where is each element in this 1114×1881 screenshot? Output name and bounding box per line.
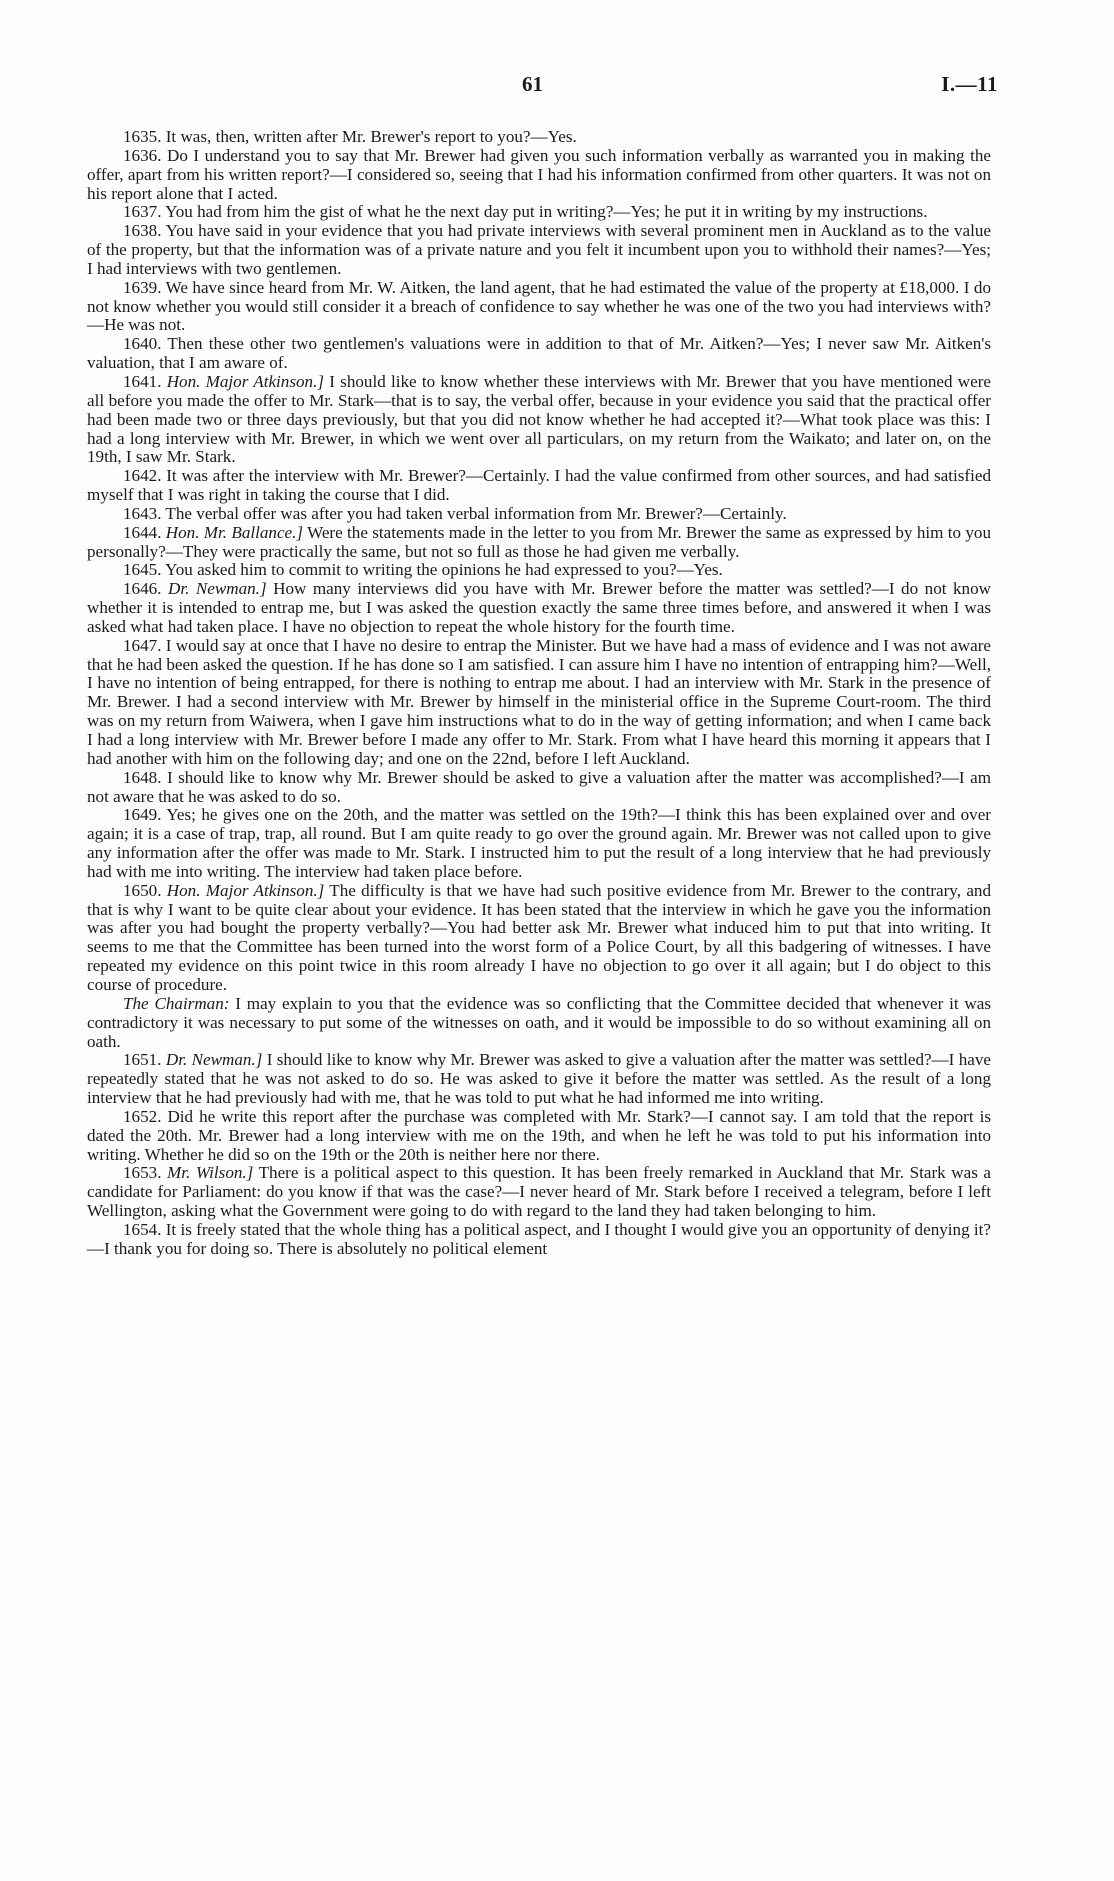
document-reference: I.—11 xyxy=(941,72,998,96)
paragraph-1652: 1652. Did he write this report after the purchase was completed with Mr. Stark?—I cannot say. I am told that the report is dated the 20th. Mr. Brewer had a long interview with me on the 19th, and when he left he was told to put his information into writing. Whether he did so on the 19th or the 20th is neither here nor there. xyxy=(87,1106,991,1164)
paragraph-text: Were the statements made in the letter to you from Mr. Brewer the same as expressed by him to you personally?—They were practically the same, but not so full as those he had given me verbally. xyxy=(87,522,991,561)
paragraph-1641 xyxy=(87,373,991,467)
paragraph-1638: 1638. You have said in your evidence that you had private interviews with several prominent men in Auckland as to the value of the property, but that the information was of a private nature and you felt it incumbent upon you to withhold their names?—Yes; I had interviews with two gentlemen. xyxy=(87,221,991,278)
paragraph-1636: 1636. Do I understand you to say that Mr. Brewer had given you such information verbally as warranted you in making the offer, apart from his written report?—I considered so, seeing that I had his information confirmed from other quarters. It was not on his report alone that I acted. xyxy=(87,145,991,203)
speaker-name: Hon. Mr. Ballance.] xyxy=(165,522,304,542)
paragraph-1639: 1639. We have since heard from Mr. W. Aitken, the land agent, that he had estimated the value of the property at £18,000. I do not know whether you would still consider it a breach of confidence to say whether he was one of the two you had interviews with?—He was not. xyxy=(87,277,991,335)
question-number: 1651. xyxy=(123,1050,166,1070)
paragraph-text: The difficulty is that we have had such positive evidence from Mr. Brewer to the contrary, and that is why I want to be quite clear about your evidence. It has been stated that the interview in which he gave you the information was after you had bought the property verbally?—You had better ask Mr. Brewer what induced him to put that into writing. It seems to me that the Committee has been turned into the worst form of a Police Court, by all this badgering of witnesses. I have repeated my evidence on this point twice in this room already I have no objection to go over it all again; but I do object to this course of procedure. xyxy=(87,880,992,994)
question-number: 1644. xyxy=(123,522,166,542)
paragraph-text: How many interviews did you have with Mr. Brewer before the matter was settled?—I do not know whether it is intended to entrap me, but I was asked the question exactly the same three times before, and answered it when I was asked what had taken place. I have no objection to repeat the whole history for the fourth time. xyxy=(87,579,991,636)
paragraph-1650 xyxy=(87,882,991,995)
page-number: 61 xyxy=(522,72,543,96)
paragraph-1647: 1647. I would say at once that I have no desire to entrap the Minister. But we have had a mass of evidence and I was not aware that he had been asked the question. If he has done so I am satisfied. I can assure him I have no intention of entrapping him?—Well, I have no intention of being entrapped, for there is nothing to entrap me about. I had an interview with Mr. Stark in the presence of Mr. Brewer. I had a second interview with Mr. Brewer by himself in the ministerial office in the Supreme Court-room. The third was on my return from Waiwera, when I gave him instructions what to do in the way of getting information; and when I came back I had a long interview with Mr. Brewer before I made any offer to Mr. Stark. From what I have heard this morning it appears that I had another with him on the following day; and one on the 22nd, before I left Auckland. xyxy=(87,635,991,768)
paragraph-1651 xyxy=(87,1051,991,1108)
question-number: 1653. xyxy=(123,1163,168,1183)
paragraph-1649: 1649. Yes; he gives one on the 20th, and the matter was settled on the 19th?—I think this has been explained over and over again; it is a case of trap, trap, all round. But I am quite ready to go over the ground again. Mr. Brewer was not called upon to give any information after the offer was made to Mr. Stark. I instructed him to put the result of a long interview that he had previously had with me into writing. The interview had taken place before. xyxy=(87,805,991,881)
paragraph-text: There is a political aspect to this question. It has been freely remarked in Auckland that Mr. Stark was a candidate for Parliament: do you know if that was the case?—I never heard of Mr. Stark before I received a telegram, before I left Wellington, asking what the Government were going to do with regard to the land they had taken belonging to him. xyxy=(87,1163,991,1221)
speaker-name: Dr. Newman.] xyxy=(165,1050,263,1070)
paragraph-1640: 1640. Then these other two gentlemen's valuations were in addition to that of Mr. Aitken?—Yes; I never saw Mr. Aitken's valuation, that I am aware of. xyxy=(87,334,991,373)
paragraph-1648: 1648. I should like to know why Mr. Brewer should be asked to give a valuation after the matter was accomplished?—I am not aware that he was asked to do so. xyxy=(87,767,991,806)
question-number: 1650. xyxy=(123,880,167,900)
paragraph-chairman xyxy=(87,995,991,1052)
page-header xyxy=(0,72,1114,112)
question-number: 1641. xyxy=(123,371,167,391)
paragraph-1645: 1645. You asked him to commit to writing the opinions he had expressed to you?—Yes. xyxy=(123,560,723,580)
paragraph-text: I should like to know why Mr. Brewer was asked to give a valuation after the matter was settled?—I have repeatedly stated that he was not asked to do so. He was asked to give it before the matter was settled. As the result of a long interview that he had previously had with me, that he was told to put what he had informed me into writing. xyxy=(87,1050,991,1108)
speaker-name: Hon. Major Atkinson.] xyxy=(166,880,325,900)
paragraph-1637: 1637. You had from him the gist of what he the next day put in writing?—Yes; he put it in writing by my instructions. xyxy=(123,202,928,222)
paragraph-text: I should like to know whether these interviews with Mr. Brewer that you have mentioned were all before you made the offer to Mr. Stark—that is to say, the verbal offer, because in your evidence you said that the practical offer had been made two or three days previously, but that you did not know whether he had accepted it?—What took place was this: I had a long interview with Mr. Brewer, in which we went over all particulars, on my return from the Waikato; and later on, on the 19th, I saw Mr. Stark. xyxy=(87,371,992,467)
paragraph-1635: 1635. It was, then, written after Mr. Brewer's report to you?—Yes. xyxy=(123,127,577,146)
paragraph-1654: 1654. It is freely stated that the whole thing has a political aspect, and I thought I would give you an opportunity of denying it?—I thank you for doing so. There is absolutely no political element xyxy=(87,1219,991,1258)
paragraph-1646 xyxy=(87,580,991,637)
speaker-name: Hon. Major Atkinson.] xyxy=(166,371,325,391)
question-number: 1646. xyxy=(123,579,168,599)
paragraph-text: I may explain to you that the evidence was so conflicting that the Committee decided that whenever it was contradictory it was necessary to put some of the witnesses on oath, and it would be impossible to do so without examining all on oath. xyxy=(87,993,991,1051)
paragraph-1653 xyxy=(87,1164,991,1221)
paragraph-1642: 1642. It was after the interview with Mr. Brewer?—Certainly. I had the value confirmed from other sources, and had satisfied myself that I was right in taking the course that I did. xyxy=(87,466,991,505)
evidence-body xyxy=(87,128,991,1259)
paragraph-1644 xyxy=(87,524,991,562)
speaker-name: Mr. Wilson.] xyxy=(167,1163,254,1183)
speaker-name: The Chairman: xyxy=(123,993,230,1013)
paragraph-1643: 1643. The verbal offer was after you had taken verbal information from Mr. Brewer?—Certainly. xyxy=(123,503,787,523)
speaker-name: Dr. Newman.] xyxy=(167,579,267,599)
